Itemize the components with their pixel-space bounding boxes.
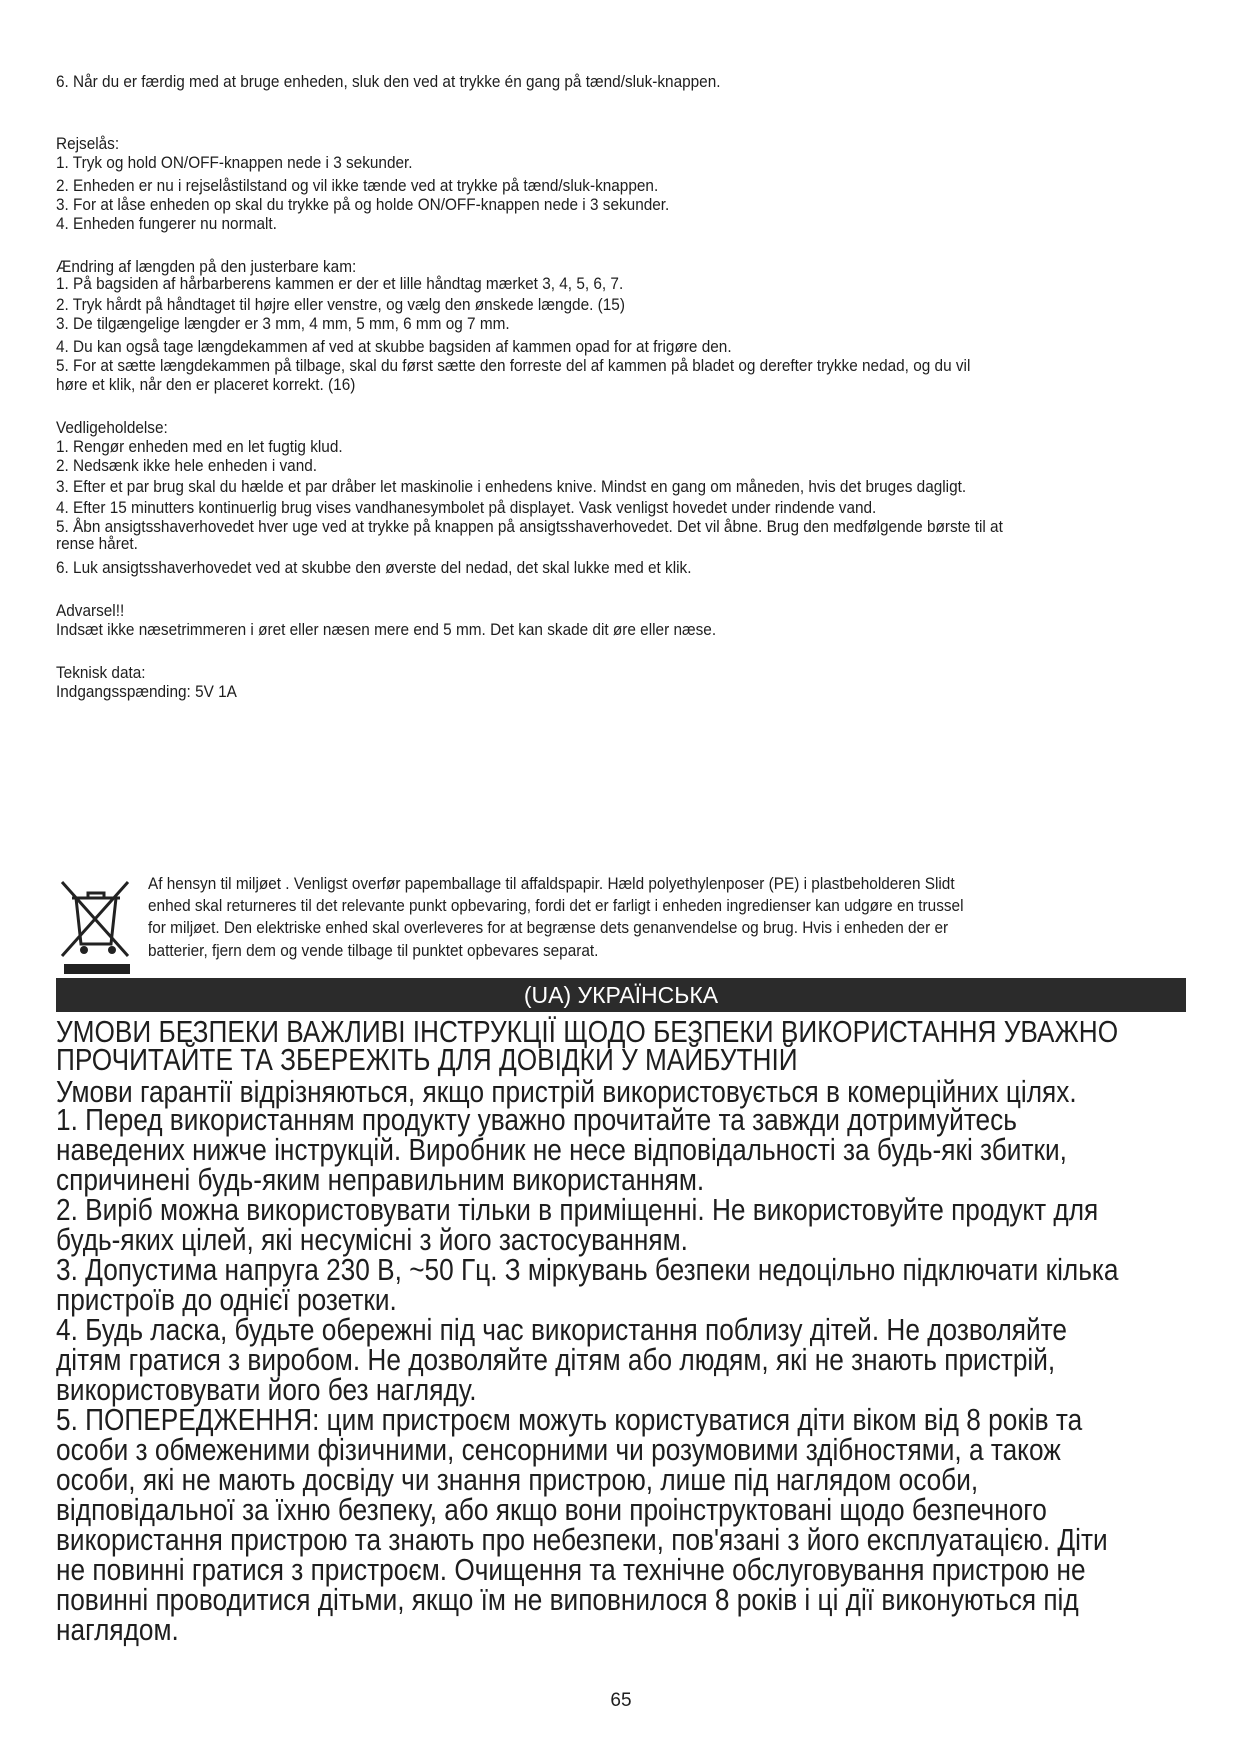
text-line: 3. For at låse enheden op skal du trykke på og holde ON/OFF-knappen nede i 3 sekunder. [56, 196, 670, 214]
section-heading: Rejselås: [56, 135, 120, 153]
manual-page [56, 0, 1186, 1754]
text-line: Умови гарантії відрізняються, якщо пристрій використовується в комерційних цілях. [56, 1075, 1077, 1109]
safety-heading-line: ПРОЧИТАЙТЕ ТА ЗБЕРЕЖІТЬ ДЛЯ ДОВІДКИ У МАЙБУТНІЙ [56, 1043, 798, 1077]
text-line: відповідальної за їхню безпеку, або якщо вони проінструктовані щодо безпечного [56, 1493, 1047, 1527]
text-line: не повинні гратися з пристроєм. Очищення та технічне обслуговування пристрою не [56, 1553, 1086, 1587]
text-line: 3. Допустима напруга 230 В, ~50 Гц. З міркувань безпеки недоцільно підключати кілька [56, 1253, 1119, 1287]
text-line: enhed skal returneres til det relevante punkt opbevaring, fordi det er farligt i enheden ingredienser kan udgøre en trussel [148, 897, 964, 915]
text-line: особи, які не мають досвіду чи знання пристрою, лише під наглядом особи, [56, 1463, 979, 1497]
text-line: наведених нижче інструкцій. Виробник не несе відповідальності за будь-які збитки, [56, 1133, 1067, 1167]
text-line: особи з обмеженими фізичними, сенсорними чи розумовими здібностями, а також [56, 1433, 1061, 1467]
text-line: 1. Tryk og hold ON/OFF-knappen nede i 3 sekunder. [56, 154, 413, 172]
text-line: 1. Rengør enheden med en let fugtig klud. [56, 438, 343, 456]
text-line: 5. For at sætte længdekammen på tilbage, skal du først sætte den forreste del af kammen på bladet og derefter trykke nedad, og du vil [56, 357, 971, 375]
section-heading: Advarsel!! [56, 602, 125, 620]
section-heading: Teknisk data: [56, 664, 146, 682]
text-line: 5. ПОПЕРЕДЖЕННЯ: цим пристроєм можуть користуватися діти віком від 8 років та [56, 1403, 1083, 1437]
text-line: 6. Når du er færdig med at bruge enheden, sluk den ved at trykke én gang på tænd/sluk-knappen. [56, 73, 721, 91]
page-number: 65 [610, 1690, 632, 1711]
text-line: Indgangsspænding: 5V 1A [56, 683, 237, 701]
text-line: 3. Efter et par brug skal du hælde et par dråber let maskinolie i enhedens knive. Mindst en gang om måneden, hvis det bruges dagligt. [56, 478, 967, 496]
text-line: Af hensyn til miljøet . Venligst overfør papemballage til affaldspapir. Hæld polyethylenposer (PE) i plastbeholderen Slidt [148, 875, 955, 893]
text-line: batterier, fjern dem og vende tilbage til punktet opbevares separat. [148, 942, 599, 960]
text-line: 4. Du kan også tage længdekammen af ved at skubbe bagsiden af kammen opad for at frigøre den. [56, 338, 732, 356]
text-line: 2. Tryk hårdt på håndtaget til højre eller venstre, og vælg den ønskede længde. (15) [56, 296, 625, 314]
text-line: høre et klik, når den er placeret korrekt. (16) [56, 376, 356, 394]
text-line: 4. Будь ласка, будьте обережні під час використання поблизу дітей. Не дозволяйте [56, 1313, 1067, 1347]
text-line: 1. Перед використанням продукту уважно прочитайте та завжди дотримуйтесь [56, 1103, 1017, 1137]
text-line: 2. Nedsænk ikke hele enheden i vand. [56, 457, 318, 475]
text-line: повинні проводитися дітьми, якщо їм не виповнилося 8 років і ці дії виконуються під [56, 1583, 1079, 1617]
text-line: 2. Виріб можна використовувати тільки в приміщенні. Не використовуйте продукт для [56, 1193, 1099, 1227]
text-line: спричинені будь-яким неправильним використанням. [56, 1163, 705, 1197]
safety-heading-line: УМОВИ БЕЗПЕКИ ВАЖЛИВІ ІНСТРУКЦІЇ ЩОДО БЕЗПЕКИ ВИКОРИСТАННЯ УВАЖНО [56, 1015, 1119, 1049]
text-line: 1. På bagsiden af hårbarberens kammen er der et lille håndtag mærket 3, 4, 5, 6, 7. [56, 275, 624, 293]
text-line: 4. Enheden fungerer nu normalt. [56, 215, 277, 233]
section-heading: Ændring af længden på den justerbare kam: [56, 258, 357, 276]
language-section-header: (UA) УКРАЇНСЬКА [56, 978, 1186, 1012]
text-line: використання пристрою та знають про небезпеки, пов'язані з його експлуатацією. Діти [56, 1523, 1108, 1557]
text-line: 5. Åbn ansigtsshaverhovedet hver uge ved at trykke på knappen på ansigtsshaverhovedet. Det vil åbne. Brug den medfølgende børste til at [56, 518, 1003, 536]
text-line: 6. Luk ansigtsshaverhovedet ved at skubbe den øverste del nedad, det skal lukke med et klik. [56, 559, 692, 577]
text-line: 3. De tilgængelige længder er 3 mm, 4 mm, 5 mm, 6 mm og 7 mm. [56, 315, 510, 333]
text-line: використовувати його без нагляду. [56, 1373, 477, 1407]
text-line: 4. Efter 15 minutters kontinuerlig brug vises vandhanesymbolet på displayet. Vask venligst hovedet under rindende vand. [56, 499, 877, 517]
text-line: rense håret. [56, 535, 138, 553]
text-line: будь-яких цілей, які несумісні з його застосуванням. [56, 1223, 688, 1257]
text-line: 2. Enheden er nu i rejselåstilstand og vil ikke tænde ved at trykke på tænd/sluk-knappen. [56, 177, 659, 195]
text-line: дітям гратися з виробом. Не дозволяйте дітям або людям, які не знають пристрій, [56, 1343, 1056, 1377]
weee-crossed-bin-icon [56, 876, 134, 976]
text-line: наглядом. [56, 1613, 179, 1647]
section-heading: Vedligeholdelse: [56, 419, 168, 437]
text-line: Indsæt ikke næsetrimmeren i øret eller næsen mere end 5 mm. Det kan skade dit øre eller næse. [56, 621, 717, 639]
text-line: for miljøet. Den elektriske enhed skal overleveres for at begrænse dets genanvendelse og brug. Hvis i enheden der er [148, 919, 949, 937]
text-line: пристроїв до однієї розетки. [56, 1283, 397, 1317]
